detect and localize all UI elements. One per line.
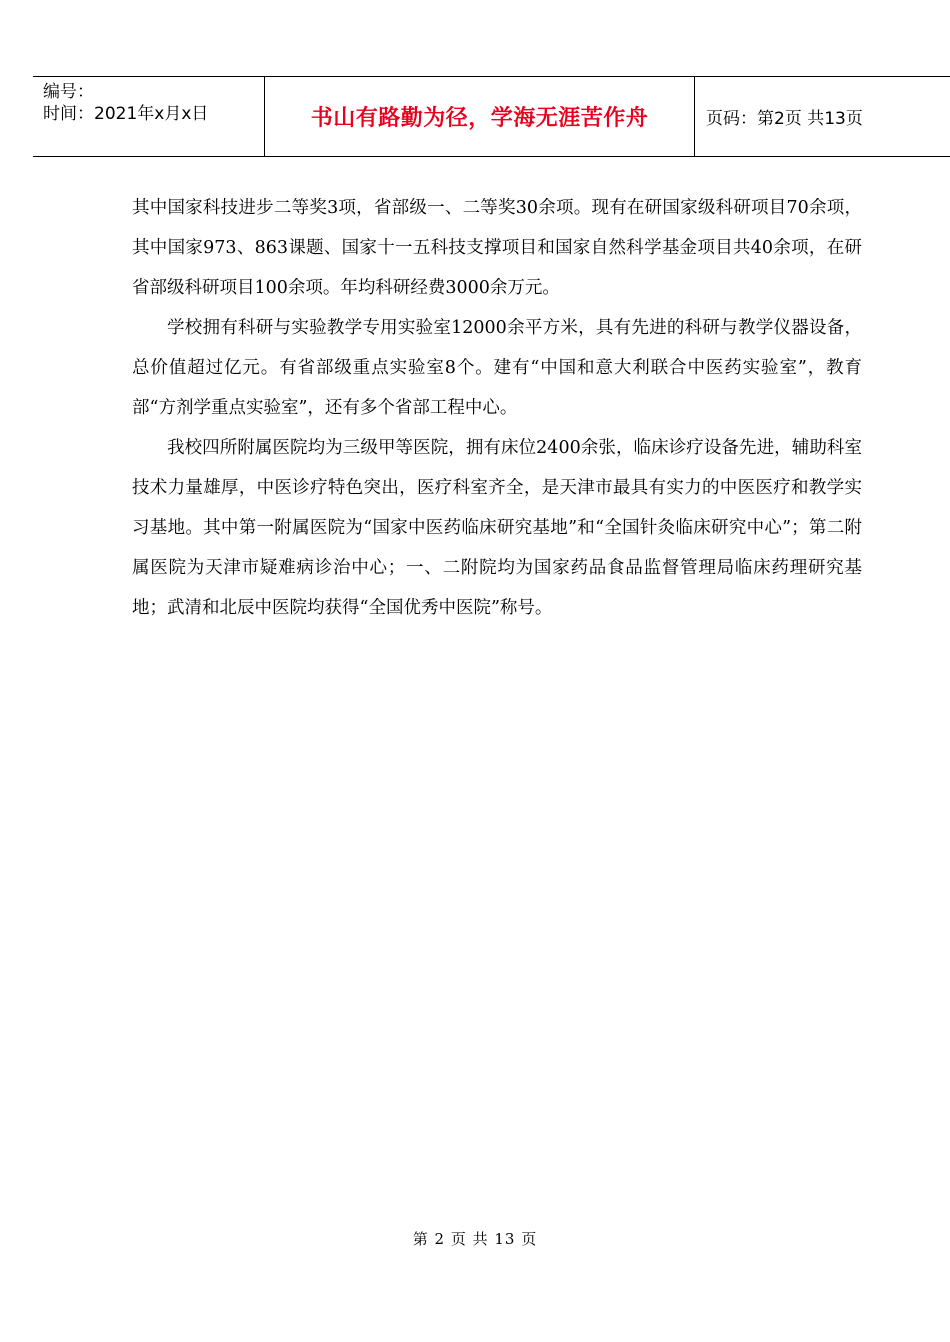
document-body	[132, 188, 862, 628]
body-paragraph: 其中国家科技进步二等奖3项，省部级一、二等奖30余项。现有在研国家级科研项目70余项，其中国家973、863课题、国家十一五科技支撑项目和国家自然科学基金项目共40余项，在研省部级科研项目100余项。年均科研经费3000余万元。	[132, 198, 862, 298]
header-meta	[43, 81, 208, 125]
body-paragraph: 我校四所附属医院均为三级甲等医院，拥有床位2400余张，临床诊疗设备先进，辅助科室技术力量雄厚，中医诊疗特色突出，医疗科室齐全，是天津市最具有实力的中医医疗和教学实习基地。其中第一附属医院为“国家中医药临床研究基地”和“全国针灸临床研究中心”；第二附属医院为天津市疑难病诊治中心；一、二附院均为国家药品食品监督管理局临床药理研究基地；武清和北辰中医院均获得“全国优秀中医院”称号。	[132, 438, 862, 618]
header-divider	[694, 77, 695, 156]
header-page-info: 页码：第2页 共13页	[706, 109, 863, 129]
document-date-label: 时间：2021年x月x日	[43, 104, 209, 124]
page-header	[33, 76, 950, 157]
page-footer: 第 2 页 共 13 页	[412, 1230, 538, 1248]
header-motto: 书山有路勤为径，学海无涯苦作舟	[310, 106, 649, 131]
document-number-label: 编号：	[43, 82, 94, 102]
body-paragraph: 学校拥有科研与实验教学专用实验室12000余平方米，具有先进的科研与教学仪器设备，总价值超过亿元。有省部级重点实验室8个。建有“中国和意大利联合中医药实验室”，教育部“方剂学重点实验室”，还有多个省部工程中心。	[132, 318, 862, 418]
